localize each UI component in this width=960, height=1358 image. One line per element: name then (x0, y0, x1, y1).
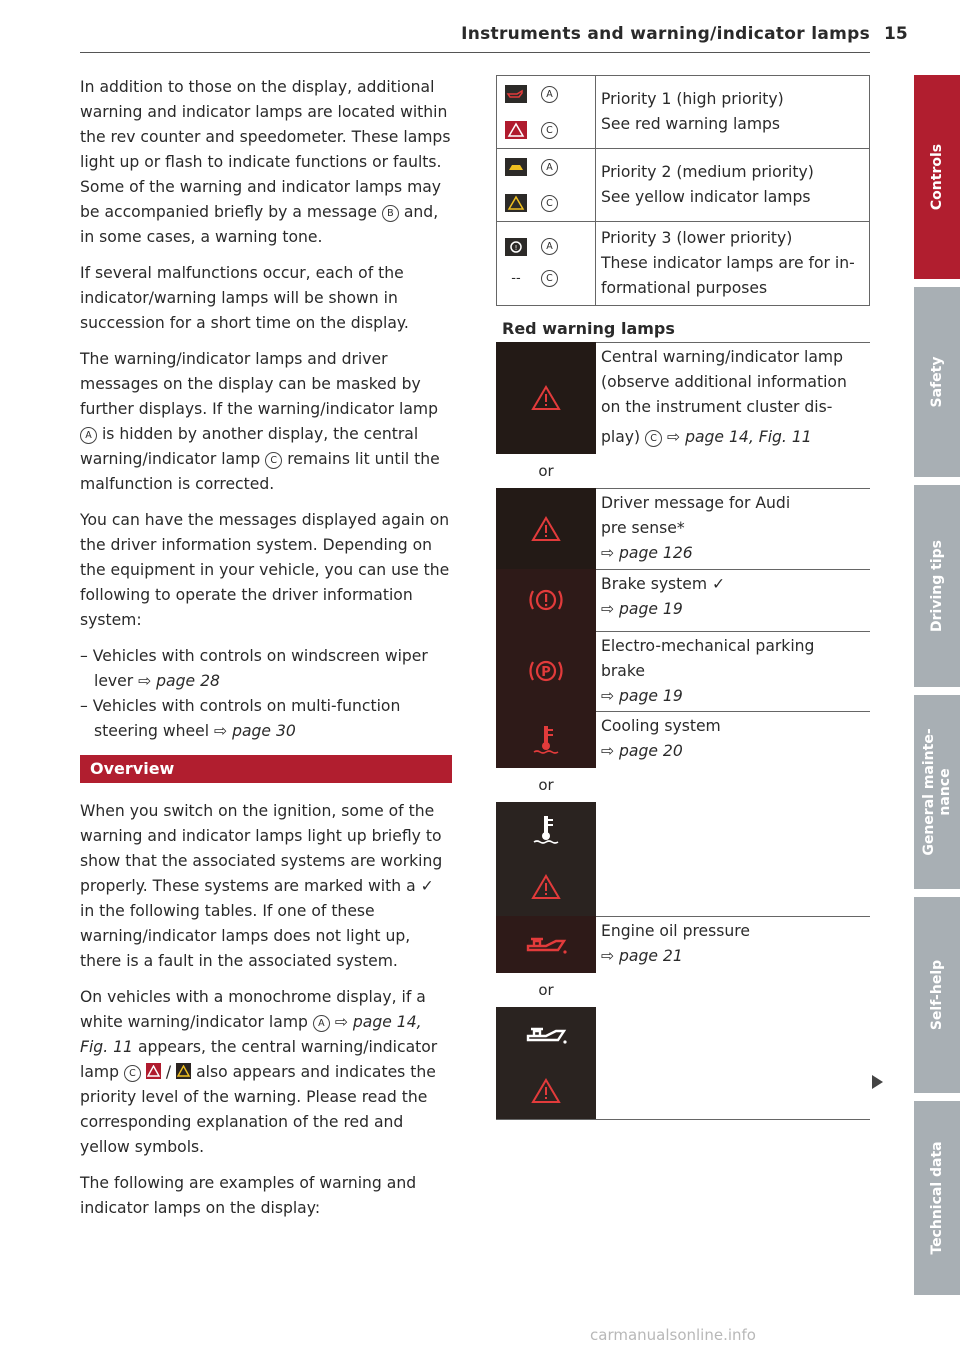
section-heading-red-warning-lamps: Red warning lamps (502, 319, 675, 338)
paragraph-masked: The warning/indicator lamps and driver messages on the display can be masked by further displays. If the warning/indicator lamp A is hidden by another display, the central warning/indicator lamp C remains lit until the malfunction is corrected. (80, 350, 440, 493)
red-warning-icon (505, 121, 527, 139)
left-column (80, 75, 452, 1232)
central-warning-icon (496, 342, 596, 454)
page-link[interactable]: ⇨ page 21 (601, 947, 683, 965)
or-label: or (538, 462, 554, 480)
car-icon (505, 158, 527, 176)
tab-controls[interactable]: Controls (914, 75, 960, 279)
paragraph-driver-info: You can have the messages displayed again on the driver information system. Depending on the equipment in your vehicle, you can use the following to operate the driver information system: (80, 511, 450, 629)
lamp-entry-cooling: Cooling system ⇨ page 20 (496, 711, 870, 768)
section-heading-overview: Overview (80, 755, 452, 783)
divider (496, 1119, 870, 1120)
right-column (496, 75, 870, 1120)
checkmark-icon: ✓ (712, 575, 726, 593)
tyre-pressure-icon (505, 238, 527, 256)
page-link[interactable]: ⇨ page 14, Fig. 11 (667, 428, 812, 446)
oil-can-white-icon (496, 1007, 596, 1063)
table-row: ! A -- C Priority 3 (lower priority) These indicator lamps are for in- formational purposes (497, 222, 870, 306)
paragraph-examples: The following are examples of warning and indicator lamps on the display: (80, 1174, 417, 1217)
table-row: A C Priority 1 (high priority) See red warning lamps (497, 76, 870, 149)
lamp-entry-oil-alt-warning (496, 1063, 870, 1119)
coolant-temperature-white-icon (496, 802, 596, 858)
parking-brake-icon (496, 631, 596, 711)
table-row: A C Priority 2 (medium priority) See yellow indicator lamps (497, 149, 870, 222)
page-link[interactable]: ⇨ page 126 (601, 544, 693, 562)
paragraph-intro: In addition to those on the display, additional warning and indicator lamps are located within the rev counter and speedometer. These lamps light up or flash to indicate functions or faults. Some of the warning and indicator lamps may be accompanied briefly by a message B and, in some cases, a warning tone. (80, 78, 451, 246)
coolant-temperature-icon (496, 711, 596, 768)
lamp-entry-cooling-alt (496, 802, 870, 858)
tab-general-maintenance[interactable]: General mainte- nance (914, 695, 960, 889)
svg-text:P: P (541, 665, 551, 680)
or-label: or (538, 981, 554, 999)
list-item: – Vehicles with controls on multi-function steering wheel ⇨ page 30 (80, 697, 401, 740)
tab-technical-data[interactable]: Technical data (914, 1101, 960, 1295)
tab-driving-tips[interactable]: Driving tips (914, 485, 960, 687)
page-number: 15 (884, 24, 908, 44)
marker-c: C (124, 1065, 141, 1082)
tab-self-help[interactable]: Self-help (914, 897, 960, 1093)
central-warning-icon (496, 1063, 596, 1119)
tab-safety[interactable]: Safety (914, 287, 960, 477)
marker-a: A (313, 1015, 330, 1032)
yellow-warning-icon (176, 1063, 191, 1079)
list-item: – Vehicles with controls on windscreen wiper lever ⇨ page 28 (80, 647, 428, 690)
marker-c: C (265, 452, 282, 469)
or-label: or (538, 776, 554, 794)
page-link[interactable]: ⇨ page 28 (138, 672, 220, 690)
oil-can-icon (496, 916, 596, 973)
lamp-entry-cooling-alt-warning (496, 858, 870, 916)
lamp-entry-presense: Driver message for Audi pre sense* ⇨ page 126 (496, 488, 870, 569)
page-link[interactable]: ⇨ page 19 (601, 600, 683, 618)
page-header (80, 22, 870, 53)
page-link[interactable]: ⇨ page 30 (214, 722, 296, 740)
yellow-warning-icon (505, 194, 527, 212)
lamp-entry-brake: Brake system ✓ ⇨ page 19 (496, 569, 870, 631)
central-warning-icon (496, 858, 596, 916)
checkmark-icon: ✓ (420, 877, 434, 895)
page-link[interactable]: ⇨ page 20 (601, 742, 683, 760)
paragraph-monochrome: On vehicles with a monochrome display, if a white warning/indicator lamp A ⇨ page 14, Fig. 11 appears, the central warning/indicator lamp C / also appears and indicates the priority level of the warning. Please read the corresponding explanation of the red and yellow symbols. (80, 988, 438, 1156)
bullet-list (80, 644, 452, 744)
lamp-entry-parking-brake: P Electro-mechanical parking brake ⇨ page 19 (496, 631, 870, 711)
marker-b: B (382, 205, 399, 222)
marker-a: A (80, 427, 97, 444)
paragraph-ignition: When you switch on the ignition, some of the warning and indicator lamps light up briefly to show that the associated systems are working properly. These systems are marked with a ✓ in the following tables. If one of these warning/indicator lamps does not light up, there is a fault in the associated system. (80, 802, 443, 970)
page-link[interactable]: ⇨ page 14, Fig. 11 (80, 1013, 422, 1056)
svg-text:!: ! (514, 243, 518, 252)
lamp-entry-oil-pressure: Engine oil pressure ⇨ page 21 (496, 916, 870, 973)
lamp-entry-oil-alt (496, 1007, 870, 1063)
oil-can-icon (505, 85, 527, 103)
watermark: carmanualsonline.info (590, 1326, 756, 1344)
brake-system-icon (496, 569, 596, 631)
priority-table (496, 75, 870, 306)
continue-arrow-icon[interactable] (872, 1075, 883, 1089)
presense-warning-icon (496, 488, 596, 569)
page-link[interactable]: ⇨ page 19 (601, 687, 683, 705)
running-title: Instruments and warning/indicator lamps (461, 24, 870, 44)
lamp-entry-central: Central warning/indicator lamp (observe additional information on the instrument cluster dis- play) C ⇨ page 14, Fig. 11 (496, 342, 870, 454)
paragraph-malfunctions: If several malfunctions occur, each of the indicator/warning lamps will be shown in succession for a short time on the display. (80, 264, 409, 332)
red-warning-icon (146, 1063, 161, 1079)
